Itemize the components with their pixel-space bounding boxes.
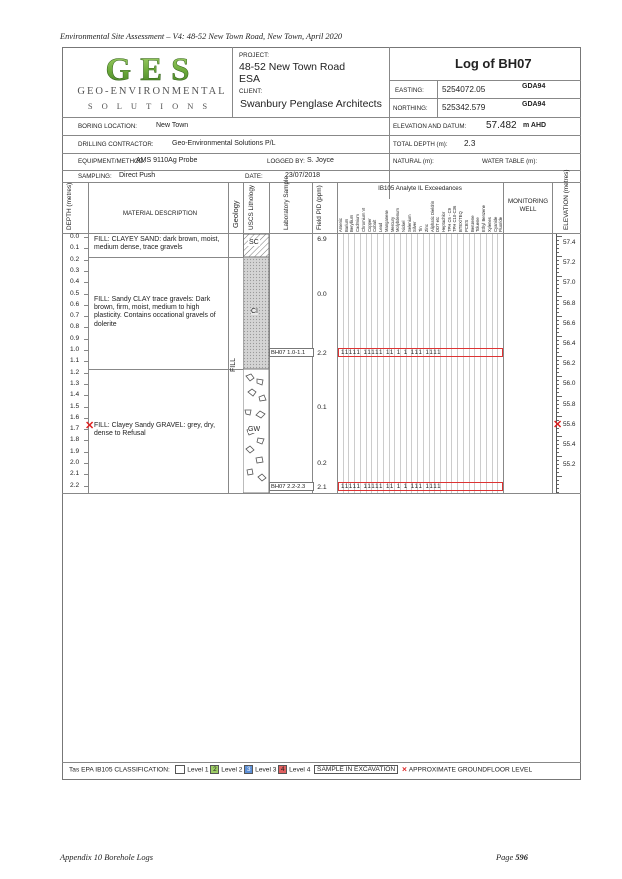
analyte-grid-line	[492, 234, 493, 493]
analyte-grid-line	[400, 234, 401, 493]
depth-tick	[84, 395, 88, 396]
depth-tick-label: 1.3	[70, 379, 80, 387]
logo-line2: SOLUTIONS	[87, 101, 217, 111]
analyte-header: Cyanide	[492, 216, 498, 232]
analyte-header: Cadmium	[355, 214, 361, 232]
footer-page: Page 596	[496, 853, 528, 862]
elevation-label: ELEVATION AND DATUM:	[393, 123, 467, 130]
sampling-label: SAMPLING:	[78, 173, 112, 180]
depth-tick	[84, 271, 88, 272]
depth-tick-label: 1.6	[70, 413, 80, 421]
pid-reading-sample-1: 2.2	[317, 350, 327, 357]
log-title: Log of BH07	[455, 56, 532, 71]
total-depth-value: 2.3	[464, 139, 476, 148]
logo-line1: GEO-ENVIRONMENTAL	[77, 86, 227, 97]
analyte-header: BTEX/TEQ	[458, 211, 464, 232]
analyte-header: Barium	[343, 218, 349, 232]
analyte-header: Nickel	[400, 220, 406, 232]
contractor-value: Geo-Environmental Solutions P/L	[172, 140, 276, 147]
elevation-unit: m AHD	[523, 122, 547, 129]
depth-tick-label: 1.0	[70, 346, 80, 353]
analyte-header: Tin	[418, 226, 424, 232]
easting-datum: GDA94	[522, 83, 546, 90]
analyte-grid-line	[457, 234, 458, 493]
legend-sample-in-excavation: SAMPLE IN EXCAVATION	[314, 765, 398, 774]
sample-in-excavation-marker-icon: ✕	[85, 420, 95, 432]
pid-reading: 0.1	[317, 404, 327, 411]
page-header-title: Environmental Site Assessment – V4: 48-52 New Town Road, New Town, April 2020	[60, 32, 343, 41]
elevation-tick-label: 55.4	[563, 441, 576, 448]
pid-reading-sample-2: 2.1	[317, 484, 327, 491]
analyte-header: Copper	[366, 218, 372, 232]
uscs-lithology-column	[243, 234, 269, 493]
legend-label: Tas EPA IB105 CLASSIFICATION:	[69, 766, 170, 774]
uscs-label-ci: CI	[251, 308, 258, 315]
lab-sample-column-header: Laboratory Sample	[283, 176, 290, 230]
analyte-grid-line	[497, 234, 498, 493]
depth-tick-label: 0.9	[70, 334, 80, 342]
elevation-value: 57.482	[486, 120, 517, 131]
ges-logo-letters	[92, 53, 212, 83]
footer-left: Appendix 10 Borehole Logs	[60, 853, 153, 862]
analyte-grid-line	[348, 234, 349, 493]
groundfloor-level-marker-icon: ✕	[553, 419, 563, 431]
analyte-grid-line	[423, 234, 424, 493]
analyte-grid-line	[451, 234, 452, 493]
depth-tick-label: 1.2	[70, 368, 80, 376]
depth-tick	[84, 327, 88, 328]
elevation-column-header: ELEVATION (metres)	[563, 169, 570, 230]
contractor-label: DRILLING CONTRACTOR:	[78, 141, 154, 148]
analyte-grid-line	[389, 234, 390, 493]
analyte-grid-line	[434, 234, 435, 493]
level2-swatch: 2	[210, 765, 219, 774]
analyte-header: Fluoride	[498, 216, 504, 232]
depth-tick-label: 2.0	[70, 459, 80, 466]
uscs-label-sc: SC	[249, 239, 259, 246]
logged-by-value: S. Joyce	[307, 157, 334, 164]
geology-fill-label: FILL	[230, 357, 237, 372]
svg-text:GES: GES	[105, 53, 199, 83]
client-label: CLIENT:	[239, 88, 263, 95]
layer-description-2: FILL: Sandy CLAY trace gravels: Dark brown, firm, moist, medium to high plasticity. Contains occational gravels of dolerite	[94, 296, 216, 328]
depth-tick-label: 1.7	[70, 425, 80, 433]
analyte-header: Xylenes	[486, 217, 492, 232]
level4-swatch: 4	[278, 765, 287, 774]
analyte-grid-line	[377, 234, 378, 493]
depth-tick	[84, 282, 88, 283]
depth-tick	[84, 440, 88, 441]
elevation-tick-label: 57.0	[563, 279, 576, 287]
lab-sample-1: BH07 1.0-1.1	[269, 348, 314, 357]
exceedance-row-1: 11111 11111 11 1 1 111 1111	[338, 348, 503, 357]
total-depth-label: TOTAL DEPTH (m):	[393, 141, 448, 148]
lab-sample-2: BH07 2.2-2.3	[269, 482, 314, 491]
equipment-value: AMS 9110Ag Probe	[136, 157, 198, 164]
northing-datum: GDA94	[522, 101, 546, 108]
log-id: BH07	[498, 56, 532, 71]
depth-tick-label: 0.4	[70, 278, 80, 286]
analyte-grid-line	[463, 234, 464, 493]
depth-tick	[84, 237, 88, 238]
analyte-grid-line	[411, 234, 412, 493]
pid-reading: 6.9	[317, 236, 327, 243]
analyte-header: Silver	[412, 221, 418, 232]
analyte-header: PCB'S	[463, 219, 469, 232]
level1-swatch	[175, 765, 185, 774]
elevation-tick-label: 55.6	[563, 420, 576, 428]
analyte-header: Selenium	[406, 214, 412, 232]
analyte-grid-line	[429, 234, 430, 493]
depth-tick	[84, 463, 88, 464]
depth-tick	[84, 316, 88, 317]
analyte-grid-line	[486, 234, 487, 493]
elevation-tick-label: 56.8	[563, 299, 576, 307]
analyte-grid-line	[354, 234, 355, 493]
boring-location-label: BORING LOCATION:	[78, 123, 138, 130]
analyte-header: Arsenic	[338, 218, 343, 232]
analyte-header: Mercury	[389, 216, 395, 232]
geology-column-header: Geology	[231, 200, 240, 228]
analyte-grid-line	[480, 234, 481, 493]
depth-tick-label: 0.7	[70, 312, 80, 320]
monitoring-well-header: MONITORING WELL	[507, 198, 549, 213]
layer-description-1: FILL: CLAYEY SAND: dark brown, moist, medium dense, trace gravels	[94, 236, 220, 252]
analyte-header: Ethyl Benzene	[481, 204, 487, 232]
analyte-header: Manganese	[383, 210, 389, 232]
project-label: PROJECT:	[239, 52, 269, 59]
uscs-label-gw: GW	[248, 426, 261, 433]
elevation-tick-label: 56.2	[563, 360, 576, 368]
date-label: DATE:	[245, 173, 263, 180]
analyte-grid-line	[474, 234, 475, 493]
analyte-grid-line	[406, 234, 407, 493]
legend-level3: Level 3	[255, 766, 277, 774]
ges-logo	[92, 53, 212, 83]
depth-tick	[84, 384, 88, 385]
depth-tick	[84, 350, 88, 351]
analyte-headers	[337, 194, 503, 233]
date-value: 23/07/2018	[285, 172, 321, 179]
depth-tick	[84, 474, 88, 475]
depth-tick-label: 0.1	[70, 244, 80, 252]
analyte-header: Chromium VI	[360, 207, 366, 232]
client-name: Swanbury Penglase Architects	[240, 98, 382, 110]
pid-reading: 0.2	[317, 460, 327, 467]
analyte-grid-line	[394, 234, 395, 493]
analyte-grid-line	[343, 234, 344, 493]
depth-tick-label: 0.2	[70, 255, 80, 263]
legend-level1: Level 1	[187, 766, 209, 774]
analyte-grid-line	[383, 234, 384, 493]
analyte-header: Lead	[378, 222, 384, 232]
logged-by-label: LOGGED BY:	[267, 158, 305, 165]
depth-tick-label: 0.6	[70, 300, 80, 308]
analyte-grid-line	[371, 234, 372, 493]
legend-level4: Level 4	[289, 766, 311, 774]
analyte-header: DDT etc	[435, 216, 441, 232]
depth-tick-label: 1.4	[70, 391, 80, 399]
elevation-tick-label: 56.4	[563, 340, 576, 347]
depth-tick	[84, 339, 88, 340]
depth-tick	[84, 305, 88, 306]
analyte-header: Aliphatic Dieldrin	[429, 200, 435, 232]
elevation-tick-label: 56.0	[563, 380, 576, 388]
legend-groundfloor: APPROXIMATE GROUNDFLOOR LEVEL	[408, 766, 533, 774]
legend-ground-marker-icon: ✕	[401, 766, 408, 774]
depth-tick-label: 0.5	[70, 289, 80, 297]
analyte-title: IB105 Analyte IL Exceedances	[378, 185, 462, 192]
analyte-header: Beryllium	[349, 214, 355, 232]
analyte-header: TPH C6 - C9	[446, 208, 452, 232]
depth-tick-label: 1.8	[70, 436, 80, 444]
material-column-header: MATERIAL DESCRIPTION	[122, 210, 198, 217]
depth-tick	[84, 373, 88, 374]
layer-description-3: FILL: Clayey Sandy GRAVEL: grey, dry, dense to Refusal	[94, 422, 216, 438]
analyte-header: Benzene	[469, 215, 475, 232]
depth-column-header: DEPTH (metres)	[66, 182, 73, 230]
depth-tick-label: 1.5	[70, 402, 80, 410]
depth-tick-label: 1.1	[70, 357, 80, 365]
analyte-header: Zinc	[423, 224, 429, 232]
analyte-grid-line	[417, 234, 418, 493]
depth-tick-label: 0.0	[70, 233, 80, 240]
depth-tick	[84, 260, 88, 261]
water-table-label: WATER TABLE (m):	[482, 158, 538, 165]
uscs-column-header: USCS Lithology	[248, 184, 255, 230]
exceedance-row-2: 11111 11111 11 1 1 111 1111	[338, 482, 503, 491]
depth-tick-label: 0.3	[70, 266, 80, 274]
depth-tick	[84, 452, 88, 453]
analyte-header: Cobalt	[372, 219, 378, 232]
equipment-label: EQUIPMENT/METHOD:	[78, 158, 146, 165]
analyte-header: Heptachlor	[441, 211, 447, 232]
boring-location-value: New Town	[156, 122, 189, 129]
level3-swatch: 3	[244, 765, 253, 774]
natural-label: NATURAL (m):	[393, 158, 434, 165]
elevation-tick-label: 57.4	[563, 239, 576, 246]
analyte-header: Toluene	[475, 217, 481, 232]
easting-value: 5254072.05	[442, 85, 486, 94]
depth-tick-label: 1.9	[70, 447, 80, 455]
depth-tick	[84, 248, 88, 249]
pid-reading: 0.0	[317, 291, 327, 298]
depth-tick-label: 2.2	[70, 481, 80, 489]
elevation-tick-label: 55.8	[563, 400, 576, 408]
analyte-grid-line	[469, 234, 470, 493]
northing-value: 525342.579	[442, 103, 486, 112]
analyte-grid-line	[440, 234, 441, 493]
analyte-grid-line	[360, 234, 361, 493]
analyte-grid-line	[446, 234, 447, 493]
legend	[69, 765, 532, 774]
depth-tick-label: 2.1	[70, 470, 80, 478]
elevation-tick-label: 56.6	[563, 319, 576, 327]
depth-tick	[84, 486, 88, 487]
analyte-header: Molybdenum	[395, 208, 401, 232]
legend-level2: Level 2	[221, 766, 243, 774]
analyte-header: TPH C10-C36	[452, 205, 458, 232]
elevation-tick-label: 57.2	[563, 259, 576, 267]
analyte-grid-line	[366, 234, 367, 493]
project-name-line2: ESA	[239, 73, 261, 85]
elevation-tick-label: 55.2	[563, 461, 576, 469]
depth-tick	[84, 407, 88, 408]
sampling-value: Direct Push	[119, 172, 156, 179]
depth-tick-label: 0.8	[70, 323, 80, 331]
easting-label: EASTING:	[395, 87, 424, 94]
depth-tick	[84, 361, 88, 362]
project-name-line1: 48-52 New Town Road	[239, 61, 346, 73]
pid-column-header: Field PID (ppm)	[316, 185, 323, 230]
northing-label: NORTHING:	[393, 105, 428, 112]
depth-tick	[84, 294, 88, 295]
